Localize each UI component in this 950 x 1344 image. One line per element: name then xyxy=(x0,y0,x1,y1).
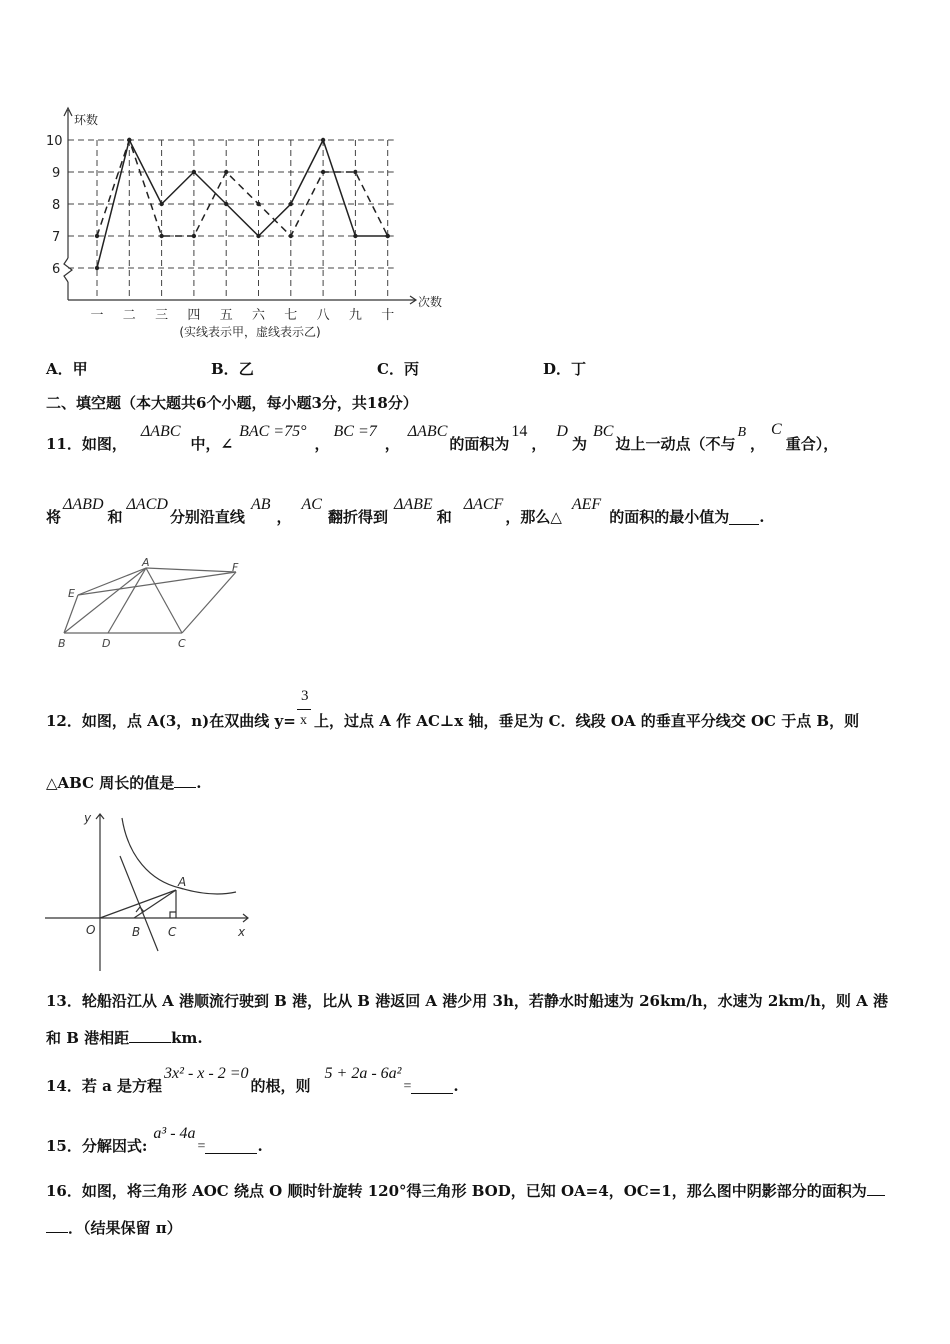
option-text: 丁 xyxy=(571,360,587,378)
segment-ef xyxy=(78,572,236,595)
label-x: x xyxy=(238,925,246,939)
math-bac: BAC =75° xyxy=(239,423,307,440)
math-acf: ΔACF xyxy=(463,496,504,513)
y-tick-label: 10 xyxy=(46,134,63,149)
math-ab: AB xyxy=(250,496,271,513)
text: 的面积为 xyxy=(449,435,510,453)
text: 为 xyxy=(571,435,587,453)
data-point-乙 xyxy=(95,234,99,238)
right-angle-bisector xyxy=(136,907,144,912)
y-tick-label: 9 xyxy=(52,166,61,181)
q13-line2 xyxy=(46,1031,203,1046)
text: ， xyxy=(750,435,766,453)
option-letter: D． xyxy=(543,360,572,378)
frac-numerator: 3 xyxy=(301,688,309,704)
x-tick-label: 九 xyxy=(348,308,362,323)
segment-ad xyxy=(108,568,146,633)
text: 14．若 a 是方程 xyxy=(46,1077,163,1095)
x-tick-label: 二 xyxy=(122,308,136,323)
option-letter: A． xyxy=(46,360,73,378)
text: 15．分解因式: xyxy=(46,1137,148,1155)
data-point-甲 xyxy=(159,202,163,206)
x-tick-label: 三 xyxy=(155,308,169,323)
segment-af xyxy=(146,568,236,572)
x-tick-label: 六 xyxy=(251,308,266,323)
x-axis-label: 次数 xyxy=(418,295,443,309)
math-b: B xyxy=(737,425,747,440)
answer-blank[interactable] xyxy=(867,1193,885,1196)
text: ， xyxy=(531,435,547,453)
y-tick-label: 6 xyxy=(52,262,61,277)
data-point-甲 xyxy=(321,138,325,142)
y-axis-label: 环数 xyxy=(74,113,99,127)
y-tick-label: 7 xyxy=(52,230,61,245)
text: 和 xyxy=(107,508,123,526)
fraction-bar xyxy=(297,709,311,710)
label-b: B xyxy=(58,637,66,650)
text: . xyxy=(759,508,765,526)
answer-blank[interactable] xyxy=(729,522,759,525)
text: 的面积的最小值为 xyxy=(609,508,730,526)
q11-line1 xyxy=(46,420,838,452)
option-letter: B． xyxy=(211,360,239,378)
label-b: B xyxy=(132,925,141,939)
shooting-score-chart xyxy=(46,100,455,345)
x-tick-label: 五 xyxy=(219,308,233,323)
label-d: D xyxy=(102,637,111,650)
data-point-乙 xyxy=(127,138,131,142)
segment-ae xyxy=(78,568,146,595)
q12-figure xyxy=(40,806,260,976)
right-angle-c xyxy=(170,912,176,918)
text: 的根，则 xyxy=(250,1077,311,1095)
x-tick-label: 一 xyxy=(90,308,104,323)
q13-line1: 13．轮船沿江从 A 港顺流行驶到 B 港，比从 B 港返回 A 港少用 3h，若静水时船速为 26km/h，水速为 2km/h，则 A 港 xyxy=(46,992,888,1010)
text: ， xyxy=(314,435,330,453)
option-text: 乙 xyxy=(238,360,254,378)
label-y: y xyxy=(84,811,92,825)
text: 重合）， xyxy=(785,435,839,453)
q14-line xyxy=(46,1064,459,1094)
y-tick-label: 8 xyxy=(52,198,61,213)
option-letter: C． xyxy=(377,360,404,378)
data-point-甲 xyxy=(289,202,293,206)
label-f: F xyxy=(232,561,239,574)
math-equation: 3x² - x - 2 =0 xyxy=(164,1065,249,1082)
segment-ac xyxy=(146,568,182,633)
q15-line xyxy=(46,1124,263,1154)
text: 翻折得到 xyxy=(327,508,388,526)
q12-line1-start: 12．如图，点 A(3，n)在双曲线 y= xyxy=(46,712,296,730)
text: 16．如图，将三角形 AOC 绕点 O 顺时针旋转 120°得三角形 BOD，已知 OA=4，OC=1，那么图中阴影部分的面积为 xyxy=(46,1182,867,1200)
text: . xyxy=(257,1137,263,1155)
section-title: 二、填空题（本大题共6个小题，每小题3分，共18分） xyxy=(46,394,418,412)
q11-number: 11．如图， xyxy=(46,435,127,453)
data-point-乙 xyxy=(224,170,228,174)
label-c: C xyxy=(168,925,177,939)
chart-caption: (实线表示甲，虚线表示乙) xyxy=(179,325,321,339)
text: ，那么△ xyxy=(505,508,562,526)
math-acd: ΔACD xyxy=(126,496,168,513)
q11-figure xyxy=(52,556,252,652)
text: 将 xyxy=(46,508,62,526)
frac-denominator: x xyxy=(300,713,307,728)
option-text: 丙 xyxy=(403,360,419,378)
answer-blank[interactable] xyxy=(411,1091,453,1094)
data-point-乙 xyxy=(289,234,293,238)
text: km. xyxy=(171,1029,203,1047)
text: 和 B 港相距 xyxy=(46,1029,130,1047)
data-point-乙 xyxy=(321,170,325,174)
q16-line1 xyxy=(46,1184,885,1199)
data-point-甲 xyxy=(95,266,99,270)
math-abc2: ΔABC xyxy=(407,423,448,440)
text: ．（结果保留 π） xyxy=(68,1219,182,1237)
x-tick-label: 四 xyxy=(187,308,201,323)
math-aef: AEF xyxy=(571,496,602,513)
line-chart xyxy=(46,100,455,345)
data-point-乙 xyxy=(256,202,260,206)
q11-line2 xyxy=(46,493,764,525)
label-o: O xyxy=(86,923,96,937)
segment-oa xyxy=(100,890,176,918)
axis-break-zigzag xyxy=(64,258,72,282)
text: 分别沿直线 xyxy=(169,508,245,526)
segment-cf xyxy=(182,572,236,633)
math-area: 14 xyxy=(511,423,528,440)
text: ， xyxy=(384,435,400,453)
data-point-乙 xyxy=(386,234,390,238)
x-tick-label: 十 xyxy=(381,308,395,323)
answer-blank[interactable] xyxy=(129,1040,171,1043)
option-d[interactable] xyxy=(543,362,586,377)
data-point-甲 xyxy=(192,170,196,174)
answer-blank[interactable] xyxy=(205,1151,257,1154)
math-bc7: BC =7 xyxy=(333,423,377,440)
label-e: E xyxy=(68,587,75,600)
text: 和 xyxy=(436,508,452,526)
math-d: D xyxy=(556,423,568,440)
math-expression: 5 + 2a - 6a² xyxy=(324,1065,402,1082)
text: 中，∠ xyxy=(190,435,234,453)
text: = xyxy=(197,1139,206,1154)
text: . xyxy=(453,1077,459,1095)
answer-blank[interactable] xyxy=(174,785,196,788)
math-abd: ΔABD xyxy=(63,496,104,513)
math-bc: BC xyxy=(592,423,614,440)
option-text: 甲 xyxy=(72,360,88,378)
text: △ABC 周长的值是 xyxy=(46,774,175,792)
answer-blank-cont[interactable] xyxy=(46,1230,68,1233)
math-expression: a³ - 4a xyxy=(153,1125,196,1142)
q12-line2 xyxy=(46,776,202,791)
x-tick-label: 七 xyxy=(284,308,298,323)
text: 边上一动点（不与 xyxy=(615,435,736,453)
option-b[interactable] xyxy=(211,362,254,377)
math-c: C xyxy=(771,421,782,438)
text: = xyxy=(403,1079,412,1094)
math-ac: AC xyxy=(301,496,322,513)
label-c: C xyxy=(178,637,186,650)
q12-line1-end: 上，过点 A 作 AC⊥x 轴，垂足为 C．线段 OA 的垂直平分线交 OC 于点 B，则 xyxy=(314,712,860,730)
label-a: A xyxy=(142,556,150,569)
data-point-甲 xyxy=(353,234,357,238)
data-point-乙 xyxy=(353,170,357,174)
option-c[interactable] xyxy=(377,362,419,377)
text: . xyxy=(196,774,202,792)
text: ， xyxy=(276,508,292,526)
data-point-甲 xyxy=(256,234,260,238)
q16-line2 xyxy=(46,1221,182,1236)
series-line-乙 xyxy=(97,140,388,236)
data-point-乙 xyxy=(192,234,196,238)
data-point-乙 xyxy=(159,234,163,238)
label-a: A xyxy=(178,875,187,889)
option-a[interactable] xyxy=(46,362,88,377)
math-abc: ΔABC xyxy=(140,423,181,440)
math-abe: ΔABE xyxy=(393,496,433,513)
data-point-甲 xyxy=(224,202,228,206)
x-tick-label: 八 xyxy=(316,308,330,323)
